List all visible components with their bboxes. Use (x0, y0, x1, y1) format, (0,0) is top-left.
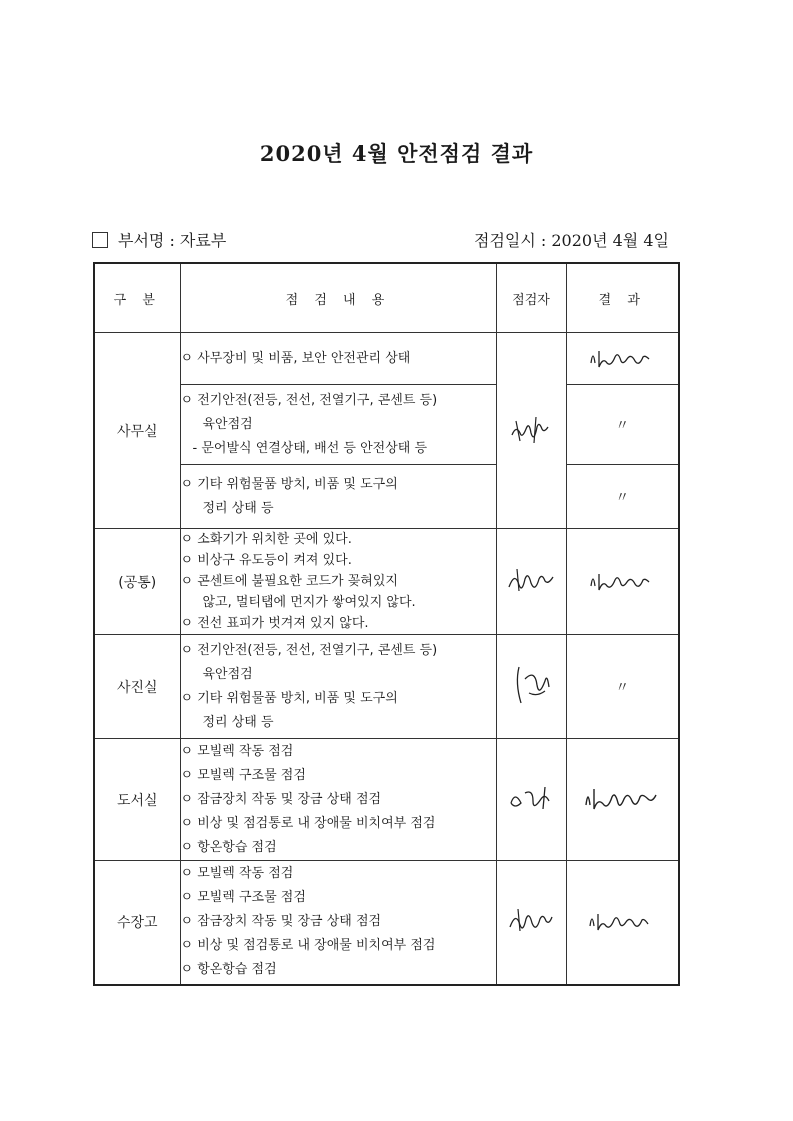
content-cell (180, 861, 496, 985)
content-line: ㅇ 기타 위험물품 방치, 비품 및 도구의 (180, 476, 398, 492)
table-row (94, 333, 679, 385)
table-row (94, 529, 679, 635)
result-cell (566, 635, 679, 739)
content-cell (180, 635, 496, 739)
category-cell: 수장고 (94, 861, 180, 985)
page-title: 2020년 4월 안전점검 결과 (259, 141, 534, 166)
content-line: ㅇ 모빌렉 작동 점검 (180, 866, 294, 882)
header-category: 구 분 (94, 263, 180, 333)
result-signature (566, 861, 679, 985)
category-cell: 도서실 (94, 739, 180, 861)
content-line: 않고, 멀티탭에 먼지가 쌓여있지 않다. (202, 595, 416, 610)
signature-image (586, 906, 658, 934)
result-signature (566, 529, 679, 635)
content-cell (180, 385, 496, 465)
inspector-signature (496, 739, 566, 861)
inspection-date: 점검일시 : 2020년 4월 4일 (473, 231, 669, 250)
category-cell: 사진실 (94, 635, 180, 739)
ditto-mark: 〃 (615, 679, 630, 696)
content-line: ㅇ 기타 위험물품 방치, 비품 및 도구의 (180, 690, 398, 706)
result-signature (566, 739, 679, 861)
content-cell (180, 739, 496, 861)
header-row (94, 263, 679, 333)
content-line: ㅇ 사무장비 및 비품, 보안 안전관리 상태 (180, 350, 411, 366)
signature-image (506, 409, 556, 449)
table-row (94, 465, 679, 529)
content-line: ㅇ 항온항습 점검 (180, 962, 277, 978)
content-line: ㅇ 잠금장치 작동 및 장금 상태 점검 (180, 791, 382, 807)
department-line (92, 228, 226, 251)
signature-image (506, 903, 556, 937)
table-row (94, 385, 679, 465)
content-line: ㅇ 비상 및 점검통로 내 장애물 비치여부 점검 (180, 938, 436, 954)
ditto-mark: 〃 (615, 489, 630, 506)
signature-image (582, 781, 662, 815)
content-cell (180, 529, 496, 635)
content-line: ㅇ 전기안전(전등, 전선, 전열기구, 콘센트 등) (180, 392, 438, 408)
content-line: ㅇ 전선 표피가 벗겨져 있지 않다. (180, 616, 369, 631)
inspector-signature (496, 635, 566, 739)
content-line: - 문어발식 연결상태, 배선 등 안전상태 등 (192, 440, 428, 456)
content-line: ㅇ 소화기가 위치한 곳에 있다. (180, 532, 352, 547)
content-line: 정리 상태 등 (202, 714, 274, 730)
signature-image (509, 659, 553, 711)
inspector-signature (496, 529, 566, 635)
result-signature (566, 333, 679, 385)
content-line: ㅇ 전기안전(전등, 전선, 전열기구, 콘센트 등) (180, 642, 438, 658)
content-cell (180, 465, 496, 529)
result-cell (566, 465, 679, 529)
category-cell: (공통) (94, 529, 180, 635)
content-line: 육안점검 (202, 666, 253, 682)
inspector-signature (496, 861, 566, 985)
category-cell: 사무실 (94, 333, 180, 529)
department-label: 부서명 : 자료부 (118, 231, 227, 250)
signature-image (587, 566, 657, 594)
content-line: ㅇ 비상 및 점검통로 내 장애물 비치여부 점검 (180, 815, 436, 831)
content-line: ㅇ 비상구 유도등이 켜져 있다. (180, 553, 352, 568)
result-cell (566, 385, 679, 465)
content-line: ㅇ 콘센트에 불필요한 코드가 꽂혀있지 (180, 574, 398, 589)
content-cell (180, 333, 496, 385)
signature-image (505, 781, 557, 815)
content-line: 정리 상태 등 (202, 500, 274, 516)
inspection-table (93, 262, 680, 986)
header-content: 점 검 내 용 (180, 263, 496, 333)
header-inspector: 점검자 (496, 263, 566, 333)
content-line: ㅇ 모빌렉 구조물 점검 (180, 890, 306, 906)
ditto-mark: 〃 (615, 417, 630, 434)
signature-image (505, 563, 557, 597)
header-result: 결 과 (566, 263, 679, 333)
content-line: 육안점검 (202, 416, 253, 432)
content-line: ㅇ 모빌렉 구조물 점검 (180, 767, 306, 783)
content-line: ㅇ 잠금장치 작동 및 장금 상태 점검 (180, 914, 382, 930)
content-line: ㅇ 항온항습 점검 (180, 839, 277, 855)
inspector-signature (496, 333, 566, 529)
table-row (94, 861, 679, 985)
checkbox (92, 232, 108, 248)
signature-image (587, 343, 657, 371)
content-line: ㅇ 모빌렉 작동 점검 (180, 743, 294, 759)
table-row (94, 739, 679, 861)
table-row (94, 635, 679, 739)
